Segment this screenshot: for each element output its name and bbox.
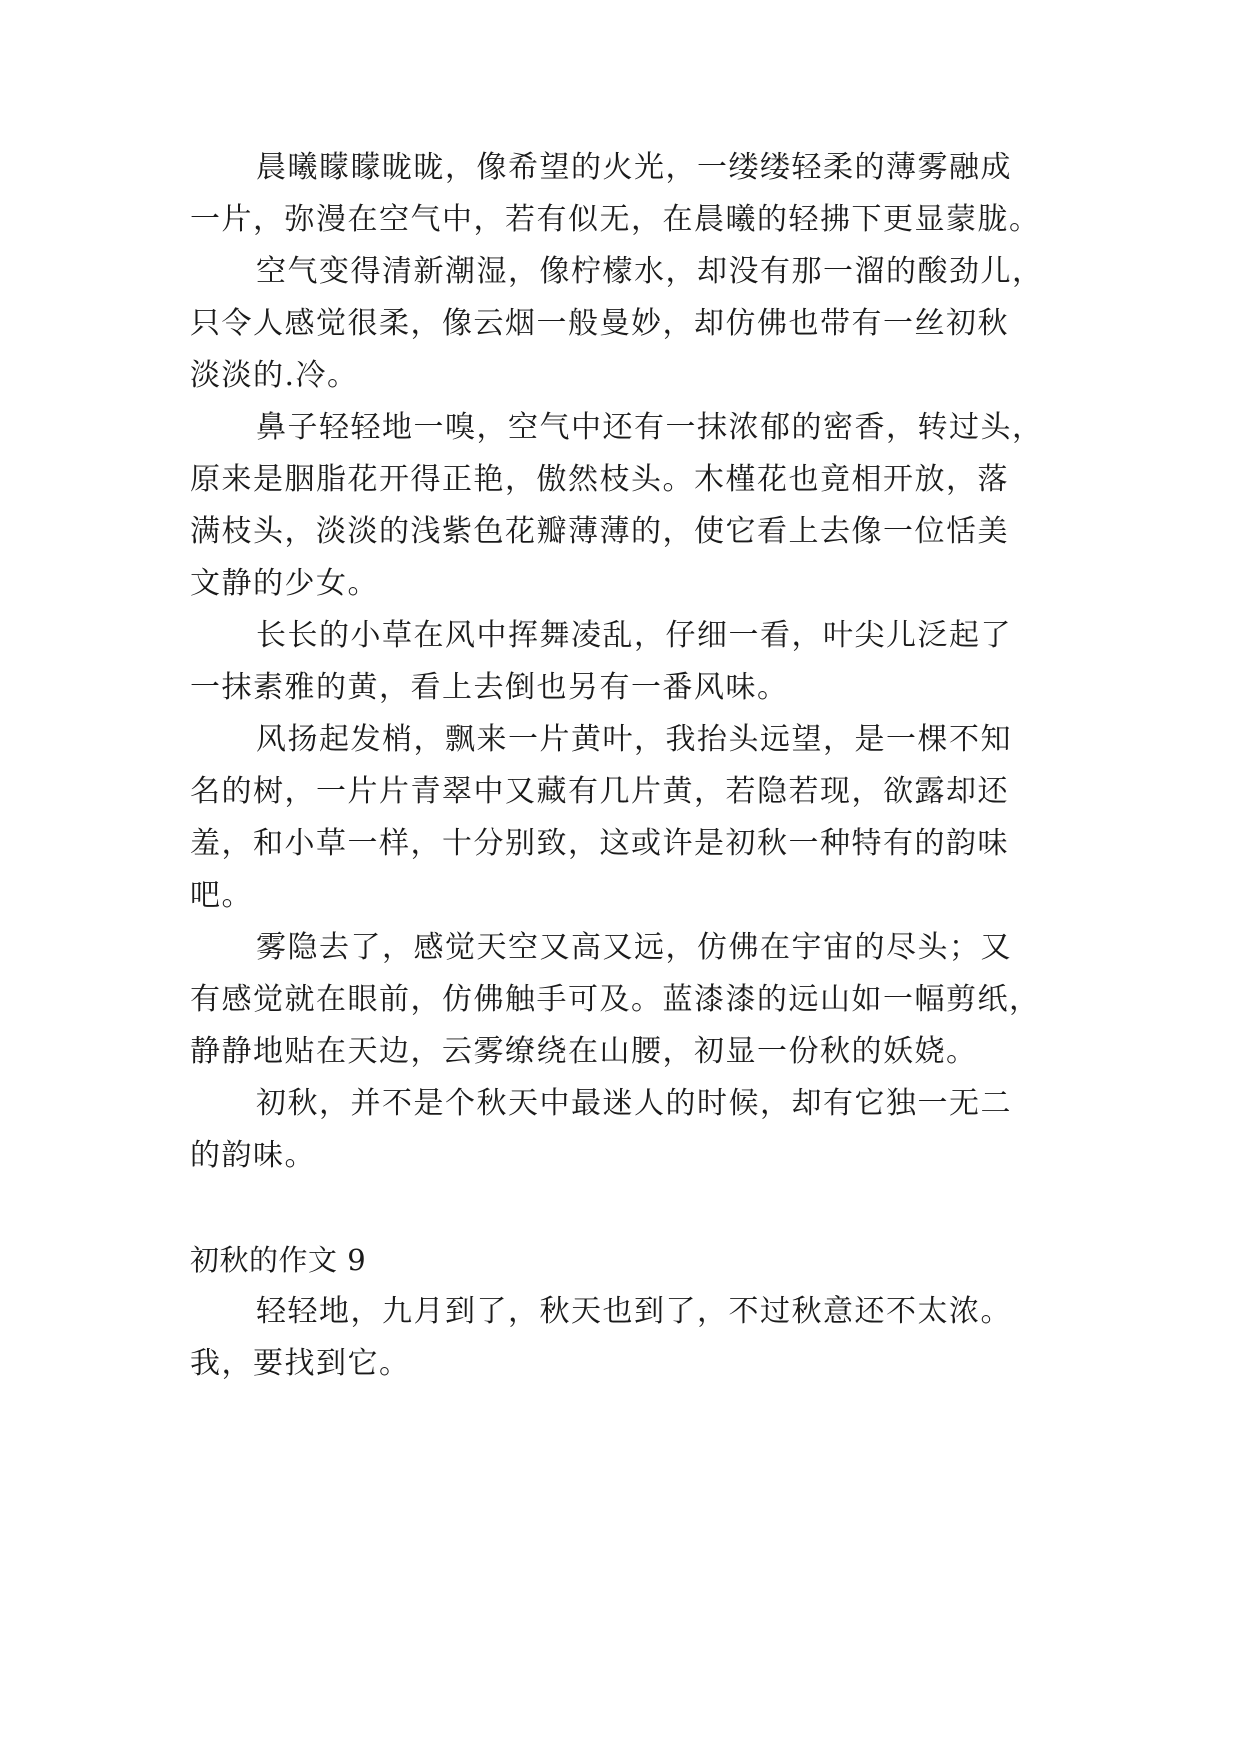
paragraph-5-line-4: 吧。 xyxy=(190,878,253,913)
paragraph-2-line-3: 淡淡的.冷。 xyxy=(190,358,359,393)
paragraph-2-line-2: 只令人感觉很柔，像云烟一般曼妙，却仿佛也带有一丝初秋 xyxy=(190,306,1009,341)
paragraph-7-line-2: 的韵味。 xyxy=(190,1138,316,1173)
section-heading: 初秋的作文 9 xyxy=(190,1243,367,1277)
paragraph-6-line-3: 静静地贴在天边，云雾缭绕在山腰，初显一份秋的妖娆。 xyxy=(190,1034,978,1069)
paragraph-2-line-1: 空气变得清新潮湿，像柠檬水，却没有那一溜的酸劲儿， xyxy=(256,254,1044,289)
paragraph-5-line-3: 羞，和小草一样，十分别致，这或许是初秋一种特有的韵味 xyxy=(190,826,1009,861)
paragraph-3-line-3: 满枝头，淡淡的浅紫色花瓣薄薄的，使它看上去像一位恬美 xyxy=(190,514,1009,549)
paragraph-6-line-2: 有感觉就在眼前，仿佛触手可及。蓝漆漆的远山如一幅剪纸， xyxy=(190,982,1041,1017)
paragraph-3-line-4: 文静的少女。 xyxy=(190,566,379,601)
paragraph-8-line-2: 我，要找到它。 xyxy=(190,1346,411,1381)
paragraph-3-line-1: 鼻子轻轻地一嗅，空气中还有一抹浓郁的密香，转过头， xyxy=(256,410,1044,445)
paragraph-6-line-1: 雾隐去了，感觉天空又高又远，仿佛在宇宙的尽头；又 xyxy=(256,930,1012,965)
paragraph-7-line-1: 初秋，并不是个秋天中最迷人的时候，却有它独一无二 xyxy=(256,1086,1012,1121)
paragraph-4-line-2: 一抹素雅的黄，看上去倒也另有一番风味。 xyxy=(190,670,789,705)
paragraph-5-line-1: 风扬起发梢，飘来一片黄叶，我抬头远望，是一棵不知 xyxy=(256,722,1012,757)
paragraph-1-line-2: 一片，弥漫在空气中，若有似无，在晨曦的轻拂下更显蒙胧。 xyxy=(190,202,1041,237)
paragraph-5-line-2: 名的树，一片片青翠中又藏有几片黄，若隐若现，欲露却还 xyxy=(190,774,1009,809)
paragraph-4-line-1: 长长的小草在风中挥舞凌乱，仔细一看，叶尖儿泛起了 xyxy=(256,618,1012,653)
paragraph-3-line-2: 原来是胭脂花开得正艳，傲然枝头。木槿花也竟相开放，落 xyxy=(190,462,1009,497)
paragraph-8-line-1: 轻轻地，九月到了，秋天也到了，不过秋意还不太浓。 xyxy=(256,1294,1012,1329)
paragraph-1-line-1: 晨曦矇矇昽昽，像希望的火光，一缕缕轻柔的薄雾融成 xyxy=(256,150,1012,185)
